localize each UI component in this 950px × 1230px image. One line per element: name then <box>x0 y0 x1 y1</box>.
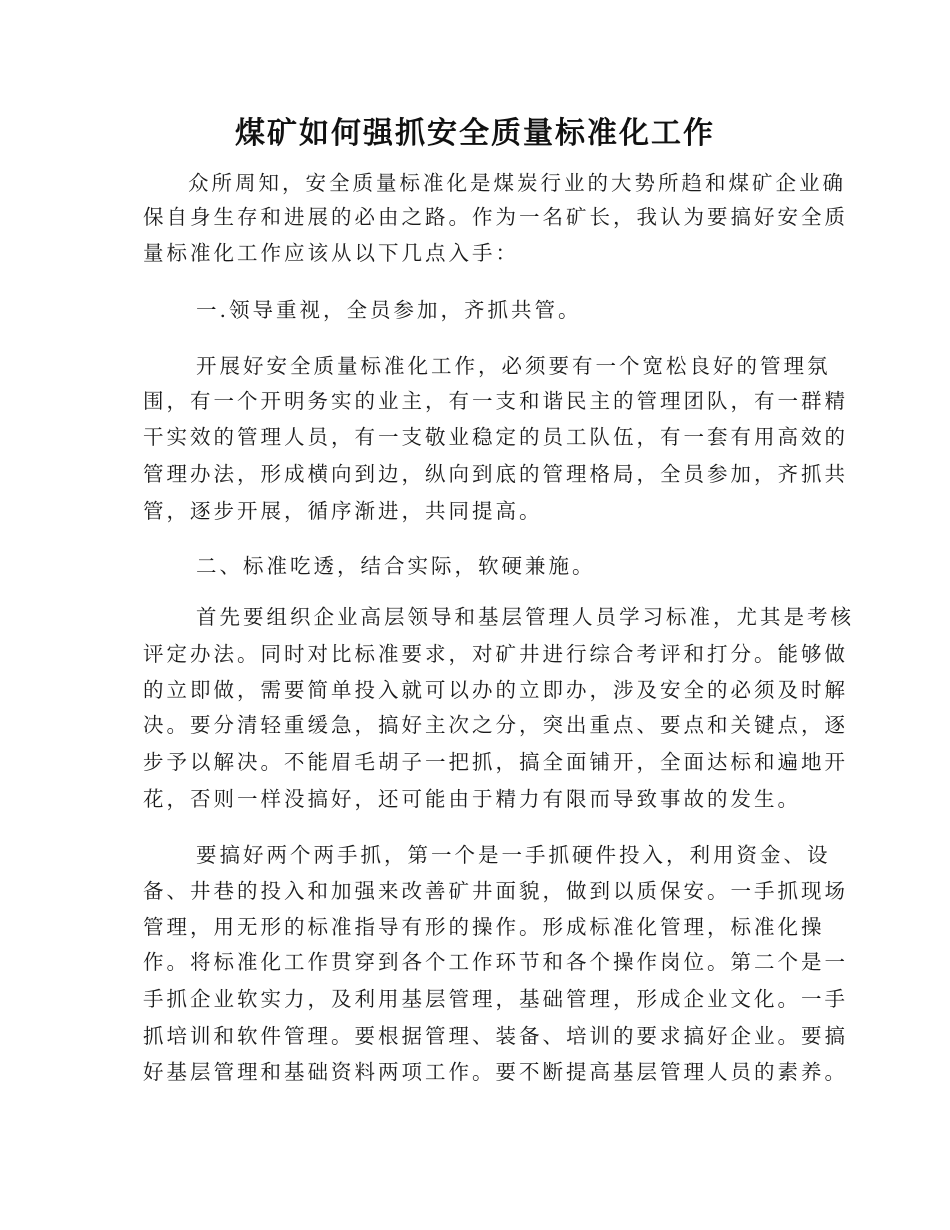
section2-line-2: 评定办法。同时对比标准要求，对矿井进行综合考评和打分。能够做 <box>143 642 848 666</box>
section1-line-1: 开展好安全质量标准化工作，必须要有一个宽松良好的管理氛 <box>196 354 831 378</box>
section2b-line-2: 备、井巷的投入和加强来改善矿井面貌，做到以质保安。一手抓现场 <box>143 879 848 903</box>
section2-line-5: 步予以解决。不能眉毛胡子一把抓，搞全面铺开，全面达标和遍地开 <box>143 750 848 774</box>
section-heading-2: 二、标准吃透，结合实际，软硬兼施。 <box>196 554 596 578</box>
section2b-line-7: 好基层管理和基础资料两项工作。要不断提高基层管理人员的素养。 <box>143 1060 848 1084</box>
section2b-line-5: 手抓企业软实力，及利用基层管理，基础管理，形成企业文化。一手 <box>143 987 848 1011</box>
document-title: 煤矿如何强抓安全质量标准化工作 <box>235 116 715 151</box>
section2b-line-3: 管理，用无形的标准指导有形的操作。形成标准化管理，标准化操 <box>143 915 825 939</box>
section2b-line-6: 抓培训和软件管理。要根据管理、装备、培训的要求搞好企业。要搞 <box>143 1024 848 1048</box>
section2-line-6: 花，否则一样没搞好，还可能由于精力有限而导致事故的发生。 <box>143 787 801 811</box>
section1-line-4: 管理办法，形成横向到边，纵向到底的管理格局，全员参加，齐抓共 <box>143 462 848 486</box>
section2b-line-4: 作。将标准化工作贯穿到各个工作环节和各个操作岗位。第二个是一 <box>143 950 848 974</box>
section1-line-5: 管，逐步开展，循序渐进，共同提高。 <box>143 499 543 523</box>
section2-line-3: 的立即做，需要简单投入就可以办的立即办，涉及安全的必须及时解 <box>143 678 848 702</box>
intro-line-1: 众所周知，安全质量标准化是煤炭行业的大势所趋和煤矿企业确 <box>188 171 846 195</box>
intro-line-2: 保自身生存和进展的必由之路。作为一名矿长，我认为要搞好安全质 <box>143 205 848 229</box>
section2-line-4: 决。要分清轻重缓急，搞好主次之分，突出重点、要点和关键点，逐 <box>143 713 848 737</box>
intro-line-3: 量标准化工作应该从以下几点入手： <box>143 241 519 265</box>
section-heading-1: 一.领导重视，全员参加，齐抓共管。 <box>196 298 582 322</box>
section2b-line-1: 要搞好两个两手抓，第一个是一手抓硬件投入，利用资金、设 <box>196 843 831 867</box>
section1-line-3: 干实效的管理人员，有一支敬业稳定的员工队伍，有一套有用高效的 <box>143 425 848 449</box>
section1-line-2: 围，有一个开明务实的业主，有一支和谐民主的管理团队，有一群精 <box>143 389 848 413</box>
section2-line-1: 首先要组织企业高层领导和基层管理人员学习标准，尤其是考核 <box>196 605 854 629</box>
